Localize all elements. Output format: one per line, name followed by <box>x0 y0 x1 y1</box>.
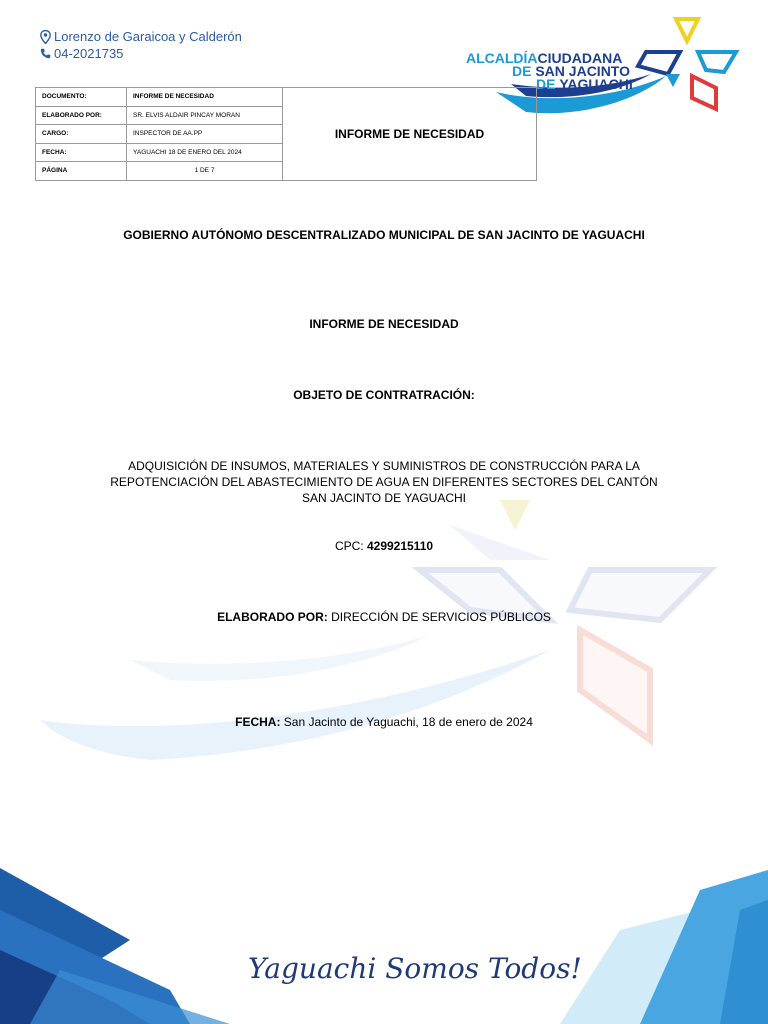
location-pin-icon <box>40 30 51 44</box>
object-line-3: SAN JACINTO DE YAGUACHI <box>301 491 467 505</box>
institution-name: GOBIERNO AUTÓNOMO DESCENTRALIZADO MUNICIPAL DE SAN JACINTO DE YAGUACHI <box>123 228 645 242</box>
table-title: INFORME DE NECESIDAD <box>283 88 537 181</box>
phone-row <box>40 45 242 62</box>
document-metadata-table <box>35 87 537 181</box>
prepared-by-line <box>0 610 768 624</box>
report-title: INFORME DE NECESIDAD <box>309 317 459 331</box>
slogan-signature: Yaguachi Somos Todos! <box>248 952 582 985</box>
table-row <box>36 88 537 107</box>
label-fecha: FECHA: <box>36 143 127 162</box>
logo-word-san-jacinto: SAN JACINTO <box>535 63 630 79</box>
logo-word-de-2: DE <box>536 76 556 92</box>
value-elaborado: SR. ELVIS ALDAIR PINCAY MORAN <box>127 106 283 125</box>
object-description <box>0 458 768 506</box>
prepared-value: DIRECCIÓN DE SERVICIOS PÚBLICOS <box>331 610 551 624</box>
date-value: San Jacinto de Yaguachi, 18 de enero de 2024 <box>283 715 533 729</box>
value-documento: INFORME DE NECESIDAD <box>127 88 283 107</box>
object-line-1: ADQUISICIÓN DE INSUMOS, MATERIALES Y SUMINISTROS DE CONSTRUCCIÓN PARA LA <box>128 459 640 473</box>
address-text: Lorenzo de Garaicoa y Calderón <box>54 29 242 44</box>
prepared-label: ELABORADO POR: <box>217 610 328 624</box>
logo-wordmark <box>466 52 633 91</box>
value-cargo: INSPECTOR DE AA.PP <box>127 125 283 144</box>
logo-word-de-1: DE <box>512 63 532 79</box>
footer-decoration <box>0 850 768 1024</box>
contact-info <box>40 28 242 62</box>
cpc-value: 4299215110 <box>366 539 434 553</box>
address-row <box>40 28 242 45</box>
cpc-label: CPC: <box>334 539 364 553</box>
logo-word-alcaldia: ALCALDÍA <box>466 50 538 66</box>
label-elaborado: ELABORADO POR: <box>36 106 127 125</box>
date-line <box>0 715 768 729</box>
label-cargo: CARGO: <box>36 125 127 144</box>
logo-word-ciudadana: CIUDADANA <box>537 50 623 66</box>
phone-text: 04-2021735 <box>54 46 124 61</box>
value-fecha: YAGUACHI 18 DE ENERO DEL 2024 <box>127 143 283 162</box>
object-label: OBJETO DE CONTRATRACIÓN: <box>293 388 475 402</box>
value-pagina: 1 DE 7 <box>127 162 283 181</box>
date-label: FECHA: <box>235 715 281 729</box>
object-line-2: REPOTENCIACIÓN DEL ABASTECIMIENTO DE AGUA EN DIFERENTES SECTORES DEL CANTÓN <box>110 475 658 489</box>
logo-word-yaguachi: YAGUACHI <box>559 76 633 92</box>
label-documento: DOCUMENTO: <box>36 88 127 107</box>
phone-icon <box>40 48 51 59</box>
cpc-line <box>0 539 768 553</box>
label-pagina: PÁGINA <box>36 162 127 181</box>
